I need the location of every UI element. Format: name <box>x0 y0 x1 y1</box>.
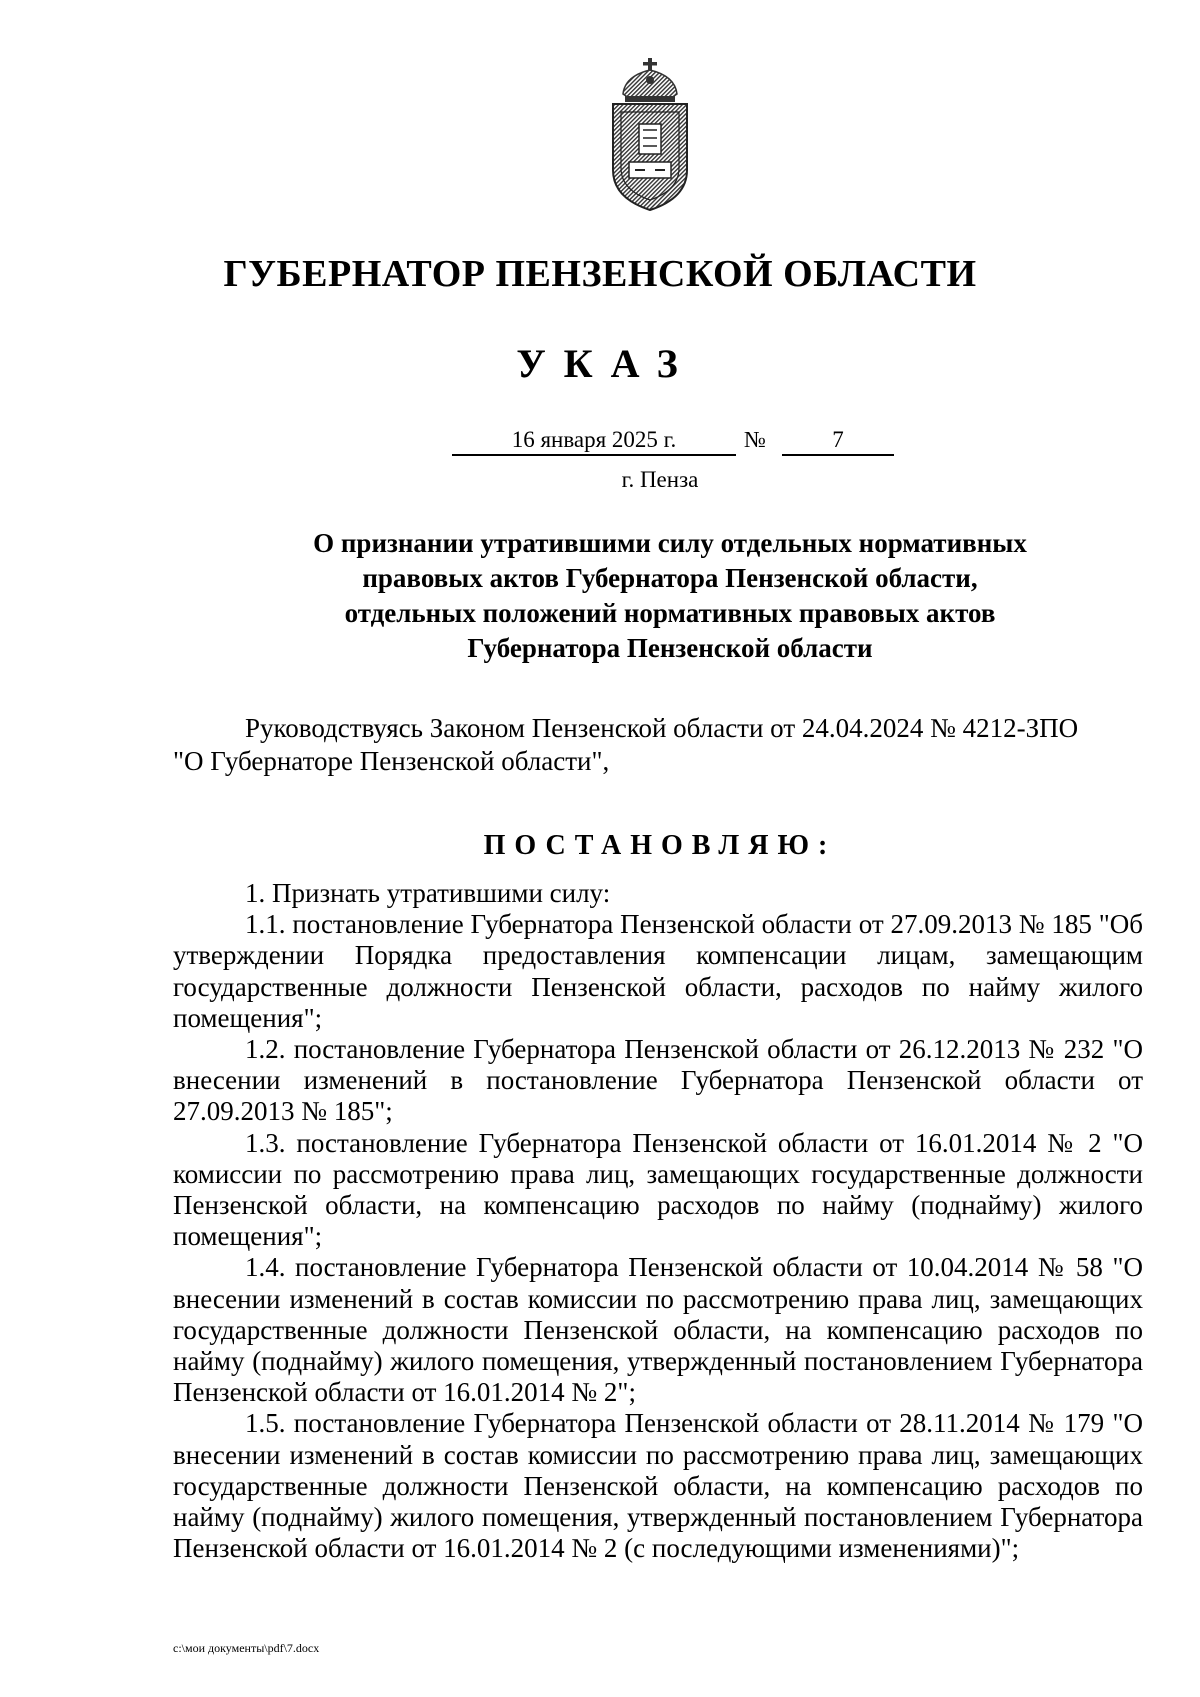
document-date: 16 января 2025 г. <box>511 427 677 452</box>
document-title <box>170 526 1170 666</box>
document-city: г. Пенза <box>621 467 699 492</box>
clause-item: 1.3. постановление Губернатора Пензенской области от 16.01.2014 № 2 "О комиссии по рассмотрению права лиц, замещающих государственные должности Пензенской области, на компенсацию расходов по найму (поднайму) жилого помещения"; <box>173 1127 1143 1252</box>
number-underline <box>782 454 894 456</box>
title-line: отдельных положений нормативных правовых актов <box>344 598 996 628</box>
number-sign: № <box>744 427 766 452</box>
clause-item: 1.1. постановление Губернатора Пензенской области от 27.09.2013 № 185 "Об утверждении Порядка предоставления компенсации лицам, замещающим государственные должности Пензенской области, расходов по найму жилого помещения"; <box>173 909 1143 1033</box>
decree-body <box>173 878 1143 1564</box>
document-number: 7 <box>832 427 844 452</box>
decree-word: ПОСТАНОВЛЯЮ: <box>483 830 837 861</box>
file-path-footer: c:\мои документы\pdf\7.docx <box>173 1641 320 1655</box>
title-line: правовых актов Губернатора Пензенской области, <box>362 563 978 593</box>
date-underline <box>452 454 736 456</box>
penza-coat-of-arms-icon <box>605 58 695 218</box>
clause-item: 1.5. постановление Губернатора Пензенской области от 28.11.2014 № 179 "О внесении изменений в состав комиссии по рассмотрению права лиц, замещающих государственные должности Пензенской области, на компенсацию расходов по найму (поднайму) жилого помещения, утвержденный постановлением Губернатора Пензенской области от 16.01.2014 № 2 (с последующими изменениями)"; <box>173 1408 1143 1564</box>
title-line: Губернатора Пензенской области <box>467 633 873 663</box>
clause-lead: 1. Признать утратившими силу: <box>245 878 611 908</box>
clause-item: 1.2. постановление Губернатора Пензенской области от 26.12.2013 № 232 "О внесении изменений в постановление Губернатора Пензенской области от 27.09.2013 № 185"; <box>173 1034 1143 1127</box>
preamble-line: Руководствуясь Законом Пензенской области от 24.04.2024 № 4212-ЗПО <box>245 713 1079 743</box>
preamble <box>173 712 1143 778</box>
title-line: О признании утратившими силу отдельных нормативных <box>313 528 1027 558</box>
document-type: УКАЗ <box>516 341 696 386</box>
issuing-authority: ГУБЕРНАТОР ПЕНЗЕНСКОЙ ОБЛАСТИ <box>223 253 977 295</box>
clause-item: 1.4. постановление Губернатора Пензенской области от 10.04.2014 № 58 "О внесении изменений в состав комиссии по рассмотрению права лиц, замещающих государственные должности Пензенской области, на компенсацию расходов по найму (поднайму) жилого помещения, утвержденный постановлением Губернатора Пензенской области от 16.01.2014 № 2"; <box>173 1252 1143 1408</box>
preamble-line: "О Губернаторе Пензенской области", <box>173 746 610 776</box>
